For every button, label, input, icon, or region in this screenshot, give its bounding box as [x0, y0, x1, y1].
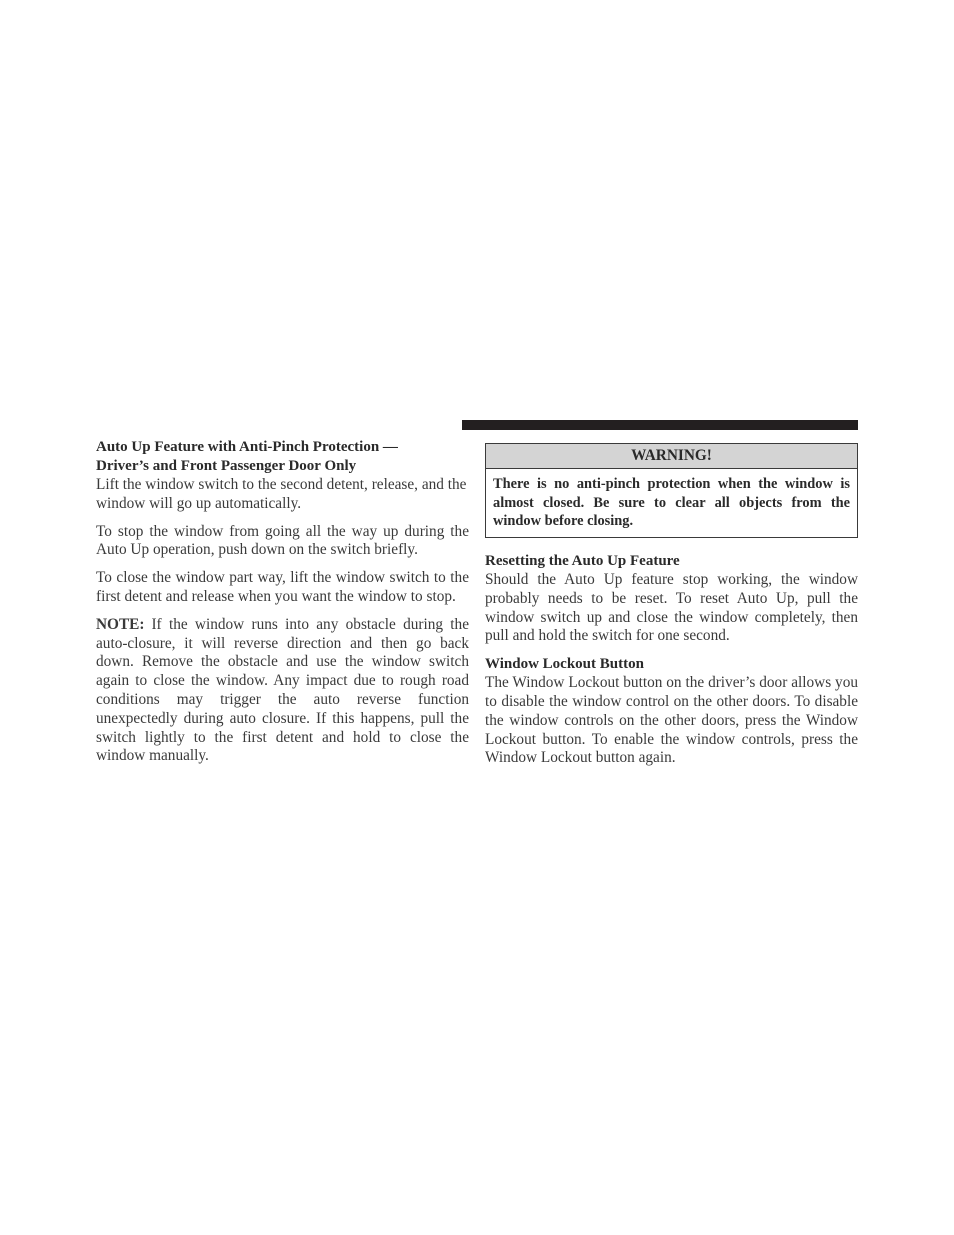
warning-box: [485, 443, 858, 538]
reset-heading: Resetting the Auto Up Feature: [485, 553, 680, 569]
left-column: [96, 438, 469, 775]
lockout-text: The Window Lockout button on the driver’s door allows you to disable the window control on the other doors. To disable the window controls on the other doors, press the Window Lockout button. To enable the window controls, press the Window Lockout button again.: [485, 674, 858, 767]
auto-up-heading: [96, 438, 469, 476]
warning-text: There is no anti-pinch protection when the window is almost closed. Be sure to clear all objects from the window before closing.: [493, 476, 850, 530]
note-label: NOTE:: [96, 615, 145, 633]
note-text: If the window runs into any obstacle during the auto-closure, it will reverse direction and then go back down. Remove the obstacle and use the window switch again to close the window. Any impact due to rough road conditions may trigger the auto reverse function unexpectedly during auto closure. If this happens, pull the switch lightly to the first detent and hold to close the window manually.: [96, 615, 469, 765]
reset-text: Should the Auto Up feature stop working, the window probably needs to be reset. To reset Auto Up, pull the window switch up and close the window completely, then pull and hold the switch for one second.: [485, 571, 858, 645]
auto-up-para2: To stop the window from going all the way up during the Auto Up operation, push down on the switch briefly.: [96, 522, 469, 559]
right-column: [485, 552, 858, 777]
auto-up-heading-line1: Auto Up Feature with Anti-Pinch Protection —: [96, 439, 398, 455]
warning-title: WARNING!: [486, 444, 857, 469]
auto-up-para3: To close the window part way, lift the window switch to the first detent and release when you want the window to stop.: [96, 569, 469, 605]
auto-up-para1: Lift the window switch to the second detent, release, and the window will go up automatically.: [96, 476, 467, 512]
section-rule: [462, 420, 858, 430]
auto-up-note: [96, 616, 469, 766]
lockout-heading: Window Lockout Button: [485, 656, 644, 673]
auto-up-heading-line2: Driver’s and Front Passenger Door Only: [96, 458, 357, 474]
